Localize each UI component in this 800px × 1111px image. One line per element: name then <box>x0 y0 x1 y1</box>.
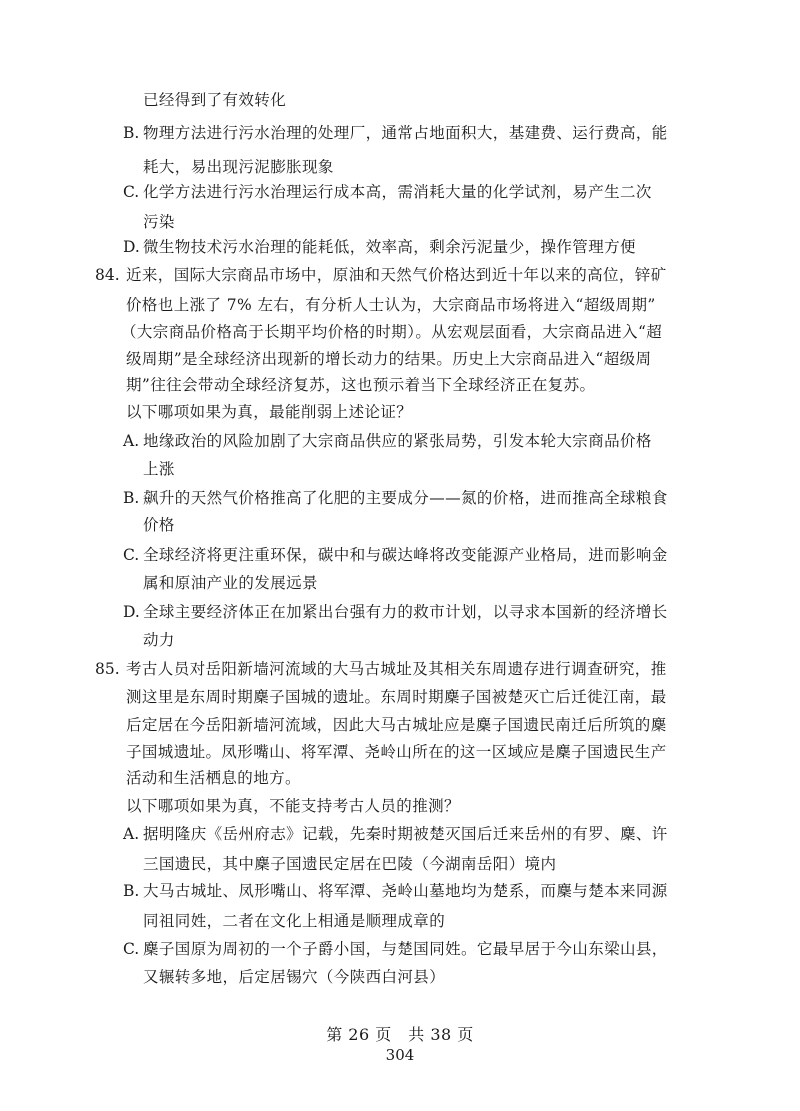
text-line: 污染 <box>143 213 175 231</box>
question-prompt: 以下哪项如果为真，不能支持考古人员的推测？ <box>126 797 460 815</box>
text-line: 已经得到了有效转化 <box>143 91 287 109</box>
text-line: 同祖同姓，二者在文化上相通是顺理成章的 <box>143 912 446 930</box>
option-text: 飙升的天然气价格推高了化肥的主要成分——氮的价格，进而推高全球粮食 <box>143 489 668 507</box>
option-text: 麇子国原为周初的一个子爵小国，与楚国同姓。它最早居于今山东梁山县， <box>143 940 668 958</box>
option-text: 化学方法进行污水治理运行成本高，需消耗大量的化学试剂，易产生二次 <box>143 183 652 201</box>
option-label: A. <box>123 825 140 843</box>
text-line: 上涨 <box>143 460 175 478</box>
question-prompt: 以下哪项如果为真，最能削弱上述论证？ <box>126 403 413 421</box>
option-label: C. <box>123 940 140 958</box>
option-label: D. <box>123 238 140 256</box>
question-text: 级周期”是全球经济出现新的增长动力的结果。历史上大宗商品进入“超级周 <box>126 350 652 368</box>
text-line: 三国遗民，其中麇子国遗民定居在巴陵（今湖南岳阳）境内 <box>143 855 557 873</box>
question-text: 考古人员对岳阳新墙河流域的大马古城址及其相关东周遗存进行调查研究，推 <box>126 660 667 678</box>
option-text: 物理方法进行污水治理的处理厂，通常占地面积大，基建费、运行费高，能 <box>143 124 668 142</box>
option-label: D. <box>123 603 140 621</box>
text-line: 耗大，易出现污泥膨胀现象 <box>143 158 334 176</box>
option-label: C. <box>123 546 140 564</box>
option-text: 据明隆庆《岳州府志》记载，先秦时期被楚灭国后迁来岳州的有罗、麇、许 <box>143 825 668 843</box>
question-text: 近来，国际大宗商品市场中，原油和天然气价格达到近十年以来的高位，锌矿 <box>126 266 667 284</box>
text-line: 价格 <box>143 516 175 534</box>
option-label: B. <box>123 882 140 900</box>
option-text: 地缘政治的风险加剧了大宗商品供应的紧张局势，引发本轮大宗商品价格 <box>143 432 652 450</box>
page-indicator: 第 26 页 共 38 页 <box>326 1025 474 1044</box>
question-text: 期”往往会带动全球经济复苏，这也预示着当下全球经济正在复苏。 <box>126 376 596 394</box>
option-label: B. <box>123 489 140 507</box>
text-line: 属和原油产业的发展远景 <box>143 574 318 592</box>
page-number: 304 <box>385 1046 415 1064</box>
question-text: 后定居在今岳阳新墙河流域，因此大马古城址应是麇子国遗民南迁后所筑的麇 <box>126 716 667 734</box>
question-text: （大宗商品价格高于长期平均价格的时期）。从宏观层面看，大宗商品进入“超 <box>121 323 663 341</box>
question-text: 活动和生活栖息的地方。 <box>126 769 301 787</box>
option-text: 全球经济将更注重环保，碳中和与碳达峰将改变能源产业格局，进而影响金 <box>143 546 668 564</box>
option-text: 全球主要经济体正在加紧出台强有力的救市计划，以寻求本国新的经济增长 <box>143 603 668 621</box>
text-line: 动力 <box>143 631 175 649</box>
option-label: A. <box>123 432 140 450</box>
option-label: B. <box>123 124 140 142</box>
question-number: 84. <box>95 266 120 284</box>
text-line: 又辗转多地，后定居锡穴（今陕西白河县） <box>143 968 446 986</box>
option-text: 微生物技术污水治理的能耗低，效率高，剩余污泥量少，操作管理方便 <box>143 238 636 256</box>
question-text: 子国城遗址。凤形嘴山、将军潭、尧岭山所在的这一区域应是麇子国遗民生产 <box>126 743 667 761</box>
option-text: 大马古城址、凤形嘴山、将军潭、尧岭山墓地均为楚系，而麇与楚本来同源 <box>143 882 668 900</box>
question-text: 测这里是东周时期麇子国城的遗址。东周时期麇子国被楚灭亡后迁徙江南，最 <box>126 688 667 706</box>
question-number: 85. <box>95 660 120 678</box>
option-label: C. <box>123 183 140 201</box>
question-text: 价格也上涨了 7% 左右，有分析人士认为，大宗商品市场将进入“超级周期” <box>126 296 656 314</box>
